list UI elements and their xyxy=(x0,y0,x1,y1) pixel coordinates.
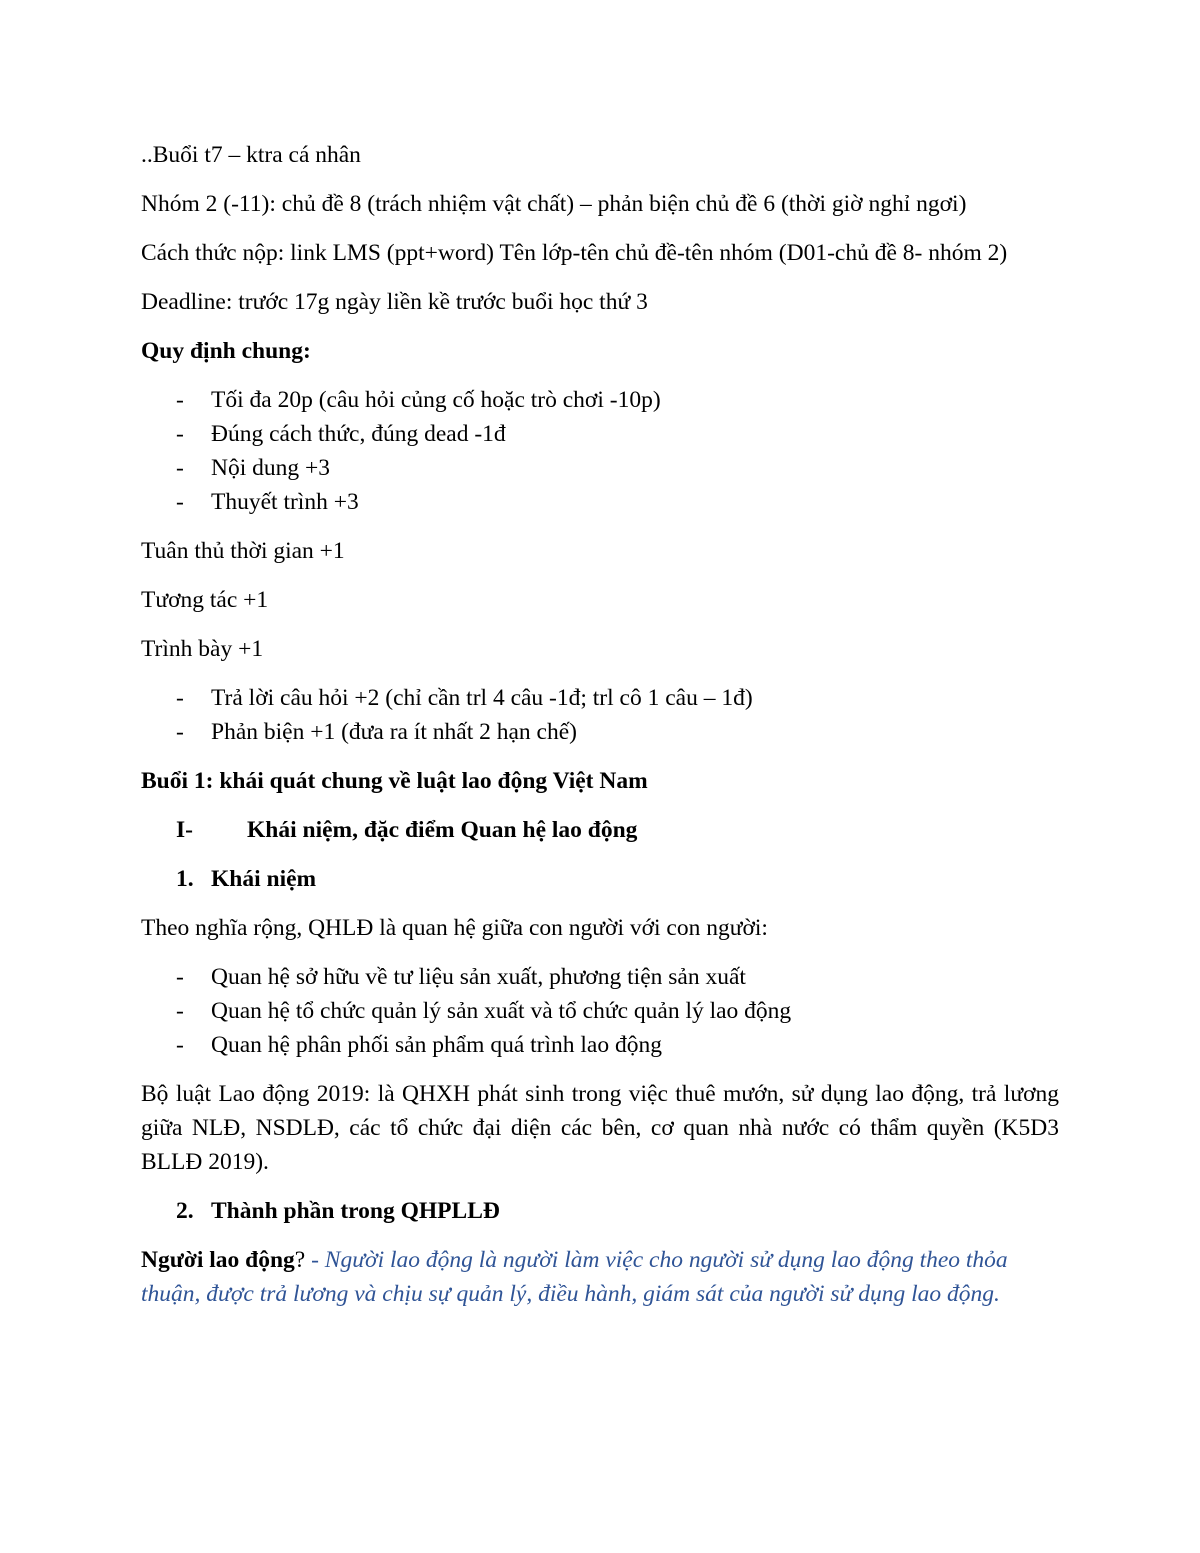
submission-method: Cách thức nộp: link LMS (ppt+word) Tên lớp-tên chủ đề-tên nhóm (D01-chủ đề 8- nhóm 2) xyxy=(141,240,1008,266)
subsection-heading-2: 2. Thành phần trong QHPLLĐ xyxy=(141,1194,1059,1228)
list-item: - Nội dung +3 xyxy=(141,451,1059,485)
rule-line: Tương tác +1 xyxy=(141,587,269,613)
list-item: - Quan hệ sở hữu về tư liệu sản xuất, phương tiện sản xuất xyxy=(141,960,1059,994)
dash-marker: - xyxy=(176,719,184,745)
number-marker: 2. xyxy=(176,1198,194,1224)
section-heading: I- Khái niệm, đặc điểm Quan hệ lao động xyxy=(141,813,1059,847)
list-item: - Tối đa 20p (câu hỏi củng cố hoặc trò chơi -10p) xyxy=(141,383,1059,417)
worker-definition xyxy=(141,1243,1059,1311)
dash-marker: - xyxy=(176,685,184,711)
list-item: - Thuyết trình +3 xyxy=(141,485,1059,519)
deadline: Deadline: trước 17g ngày liền kề trước buổi học thứ 3 xyxy=(141,289,648,315)
document-page xyxy=(141,138,1059,1326)
group-assignment: Nhóm 2 (-11): chủ đề 8 (trách nhiệm vật chất) – phản biện chủ đề 6 (thời giờ nghỉ ngơi) xyxy=(141,191,967,217)
rule-line: Tuân thủ thời gian +1 xyxy=(141,538,345,564)
rules-heading: Quy định chung: xyxy=(141,338,311,364)
session-title: Buổi 1: khái quát chung về luật lao động Việt Nam xyxy=(141,768,648,794)
dash-marker: - xyxy=(176,421,184,447)
number-marker: 1. xyxy=(176,866,194,892)
labor-code-definition: Bộ luật Lao động 2019: là QHXH phát sinh trong việc thuê mướn, sử dụng lao động, trả lương giữa NLĐ, NSDLĐ, các tổ chức đại diện các bên, cơ quan nhà nước có thẩm quyền (K5D3 BLLĐ 2019). xyxy=(141,1081,1059,1175)
rules-list-2 xyxy=(141,681,1059,749)
dash-marker: - xyxy=(176,455,184,481)
session-note: ..Buổi t7 – ktra cá nhân xyxy=(141,142,361,168)
dash-marker: - xyxy=(176,387,184,413)
rules-list xyxy=(141,383,1059,519)
list-item: - Phản biện +1 (đưa ra ít nhất 2 hạn chế) xyxy=(141,715,1059,749)
dash-marker: - xyxy=(176,964,184,990)
subsection-heading-1: 1. Khái niệm xyxy=(141,862,1059,896)
list-item: - Trả lời câu hỏi +2 (chỉ cần trl 4 câu -1đ; trl cô 1 câu – 1đ) xyxy=(141,681,1059,715)
worker-definition-text: - Người lao động là người làm việc cho người sử dụng lao động theo thỏa thuận, được trả lương và chịu sự quản lý, điều hành, giám sát của người sử dụng lao động. xyxy=(141,1247,1008,1307)
broad-definition-intro: Theo nghĩa rộng, QHLĐ là quan hệ giữa con người với con người: xyxy=(141,915,768,941)
relations-list xyxy=(141,960,1059,1062)
list-item: - Quan hệ phân phối sản phẩm quá trình lao động xyxy=(141,1028,1059,1062)
dash-marker: - xyxy=(176,489,184,515)
roman-marker: I- xyxy=(176,817,193,843)
rule-line: Trình bày +1 xyxy=(141,636,264,662)
list-item: - Đúng cách thức, đúng dead -1đ xyxy=(141,417,1059,451)
dash-marker: - xyxy=(176,998,184,1024)
dash-marker: - xyxy=(176,1032,184,1058)
worker-term: Người lao động xyxy=(141,1247,295,1273)
list-item: - Quan hệ tổ chức quản lý sản xuất và tổ chức quản lý lao động xyxy=(141,994,1059,1028)
question-mark: ? xyxy=(294,1247,306,1273)
